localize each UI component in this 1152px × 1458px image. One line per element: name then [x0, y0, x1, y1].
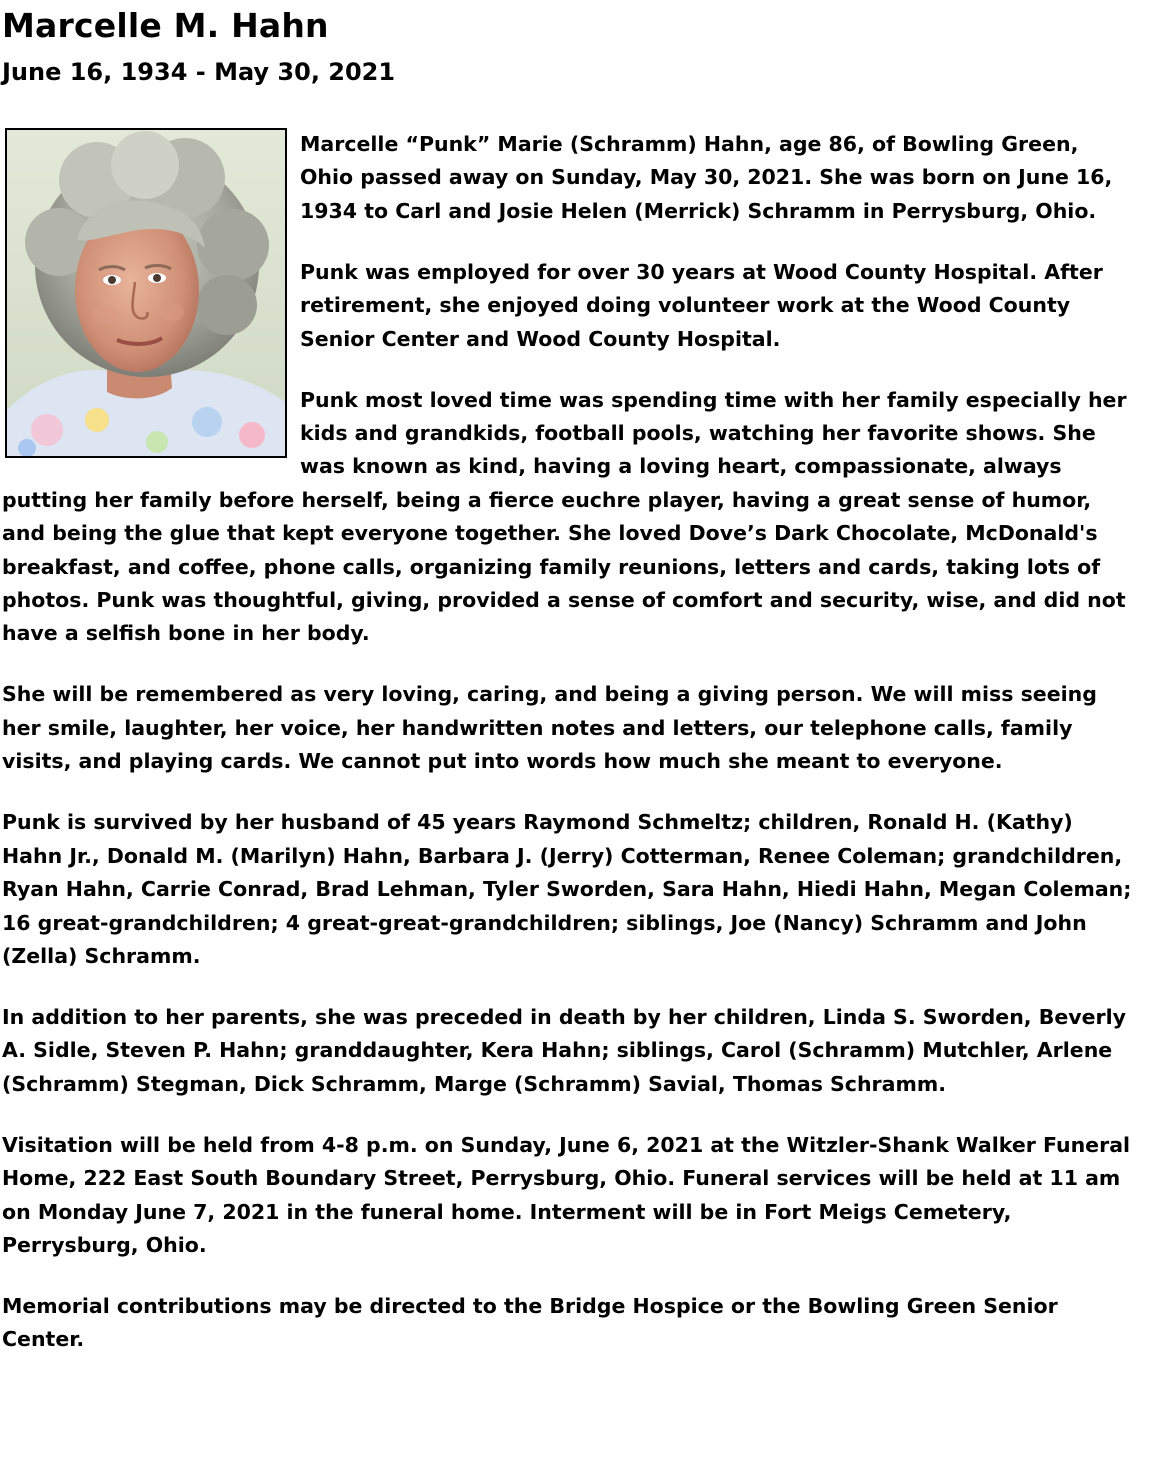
paragraph-family-life: Punk most loved time was spending time with her family especially her kids and grandkids, football pools, watching her favorite shows. She was known as kind, having a loving heart, compassionate, always putting her family before herself, being a fierce euchre player, having a great sense of humor, and being the glue that kept everyone together. She loved Dove’s Dark Chocolate, McDonald's breakfast, and coffee, phone calls, organizing family reunions, letters and cards, taking lots of photos. Punk was thoughtful, giving, provided a sense of comfort and security, wise, and did not have a selfish bone in her body.: [2, 387, 1127, 646]
paragraph-survivors: Punk is survived by her husband of 45 years Raymond Schmeltz; children, Ronald H. (Kathy) Hahn Jr., Donald M. (Marilyn) Hahn, Barbara J. (Jerry) Cotterman, Renee Coleman; grandchildren, Ryan Hahn, Carrie Conrad, Brad Lehman, Tyler Sworden, Sara Hahn, Hiedi Hahn, Megan Coleman; 16 great-grandchildren; 4 great-great-grandchildren; siblings, Joe (Nancy) Schramm and John (Zella) Schramm.: [2, 810, 1132, 968]
paragraph-memorials: Memorial contributions may be directed to the Bridge Hospice or the Bowling Green Senior Center.: [2, 1293, 1058, 1352]
paragraph-intro: Marcelle “Punk” Marie (Schramm) Hahn, age 86, of Bowling Green, Ohio passed away on Sunday, May 30, 2021. She was born on June 16, 1934 to Carl and Josie Helen (Merrick) Schramm in Perrysburg, Ohio.: [300, 132, 1113, 223]
obituary-dates: June 16, 1934 - May 30, 2021: [2, 58, 396, 86]
portrait-illustration: [7, 130, 285, 456]
paragraph-remembrance: She will be remembered as very loving, caring, and being a giving person. We will miss seeing her smile, laughter, her voice, her handwritten notes and letters, our telephone calls, family visits, and playing cards. We cannot put into words how much she meant to everyone.: [2, 682, 1097, 774]
paragraph-services: Visitation will be held from 4-8 p.m. on Sunday, June 6, 2021 at the Witzler-Shank Walker Funeral Home, 222 East South Boundary Street, Perrysburg, Ohio. Funeral services will be held at 11 am on Monday June 7, 2021 in the funeral home. Interment will be in Fort Meigs Cemetery, Perrysburg, Ohio.: [2, 1132, 1131, 1257]
paragraph-employment: Punk was employed for over 30 years at Wood County Hospital. After retirement, she enjoyed doing volunteer work at the Wood County Senior Center and Wood County Hospital.: [300, 259, 1103, 351]
obituary-name: Marcelle M. Hahn: [2, 6, 329, 45]
portrait-photo: [5, 128, 287, 458]
paragraph-preceded: In addition to her parents, she was preceded in death by her children, Linda S. Sworden, Beverly A. Sidle, Steven P. Hahn; granddaughter, Kera Hahn; siblings, Carol (Schramm) Mutchler, Arlene (Schramm) Stegman, Dick Schramm, Marge (Schramm) Savial, Thomas Schramm.: [2, 1004, 1127, 1096]
obituary-body: [2, 128, 1138, 1357]
